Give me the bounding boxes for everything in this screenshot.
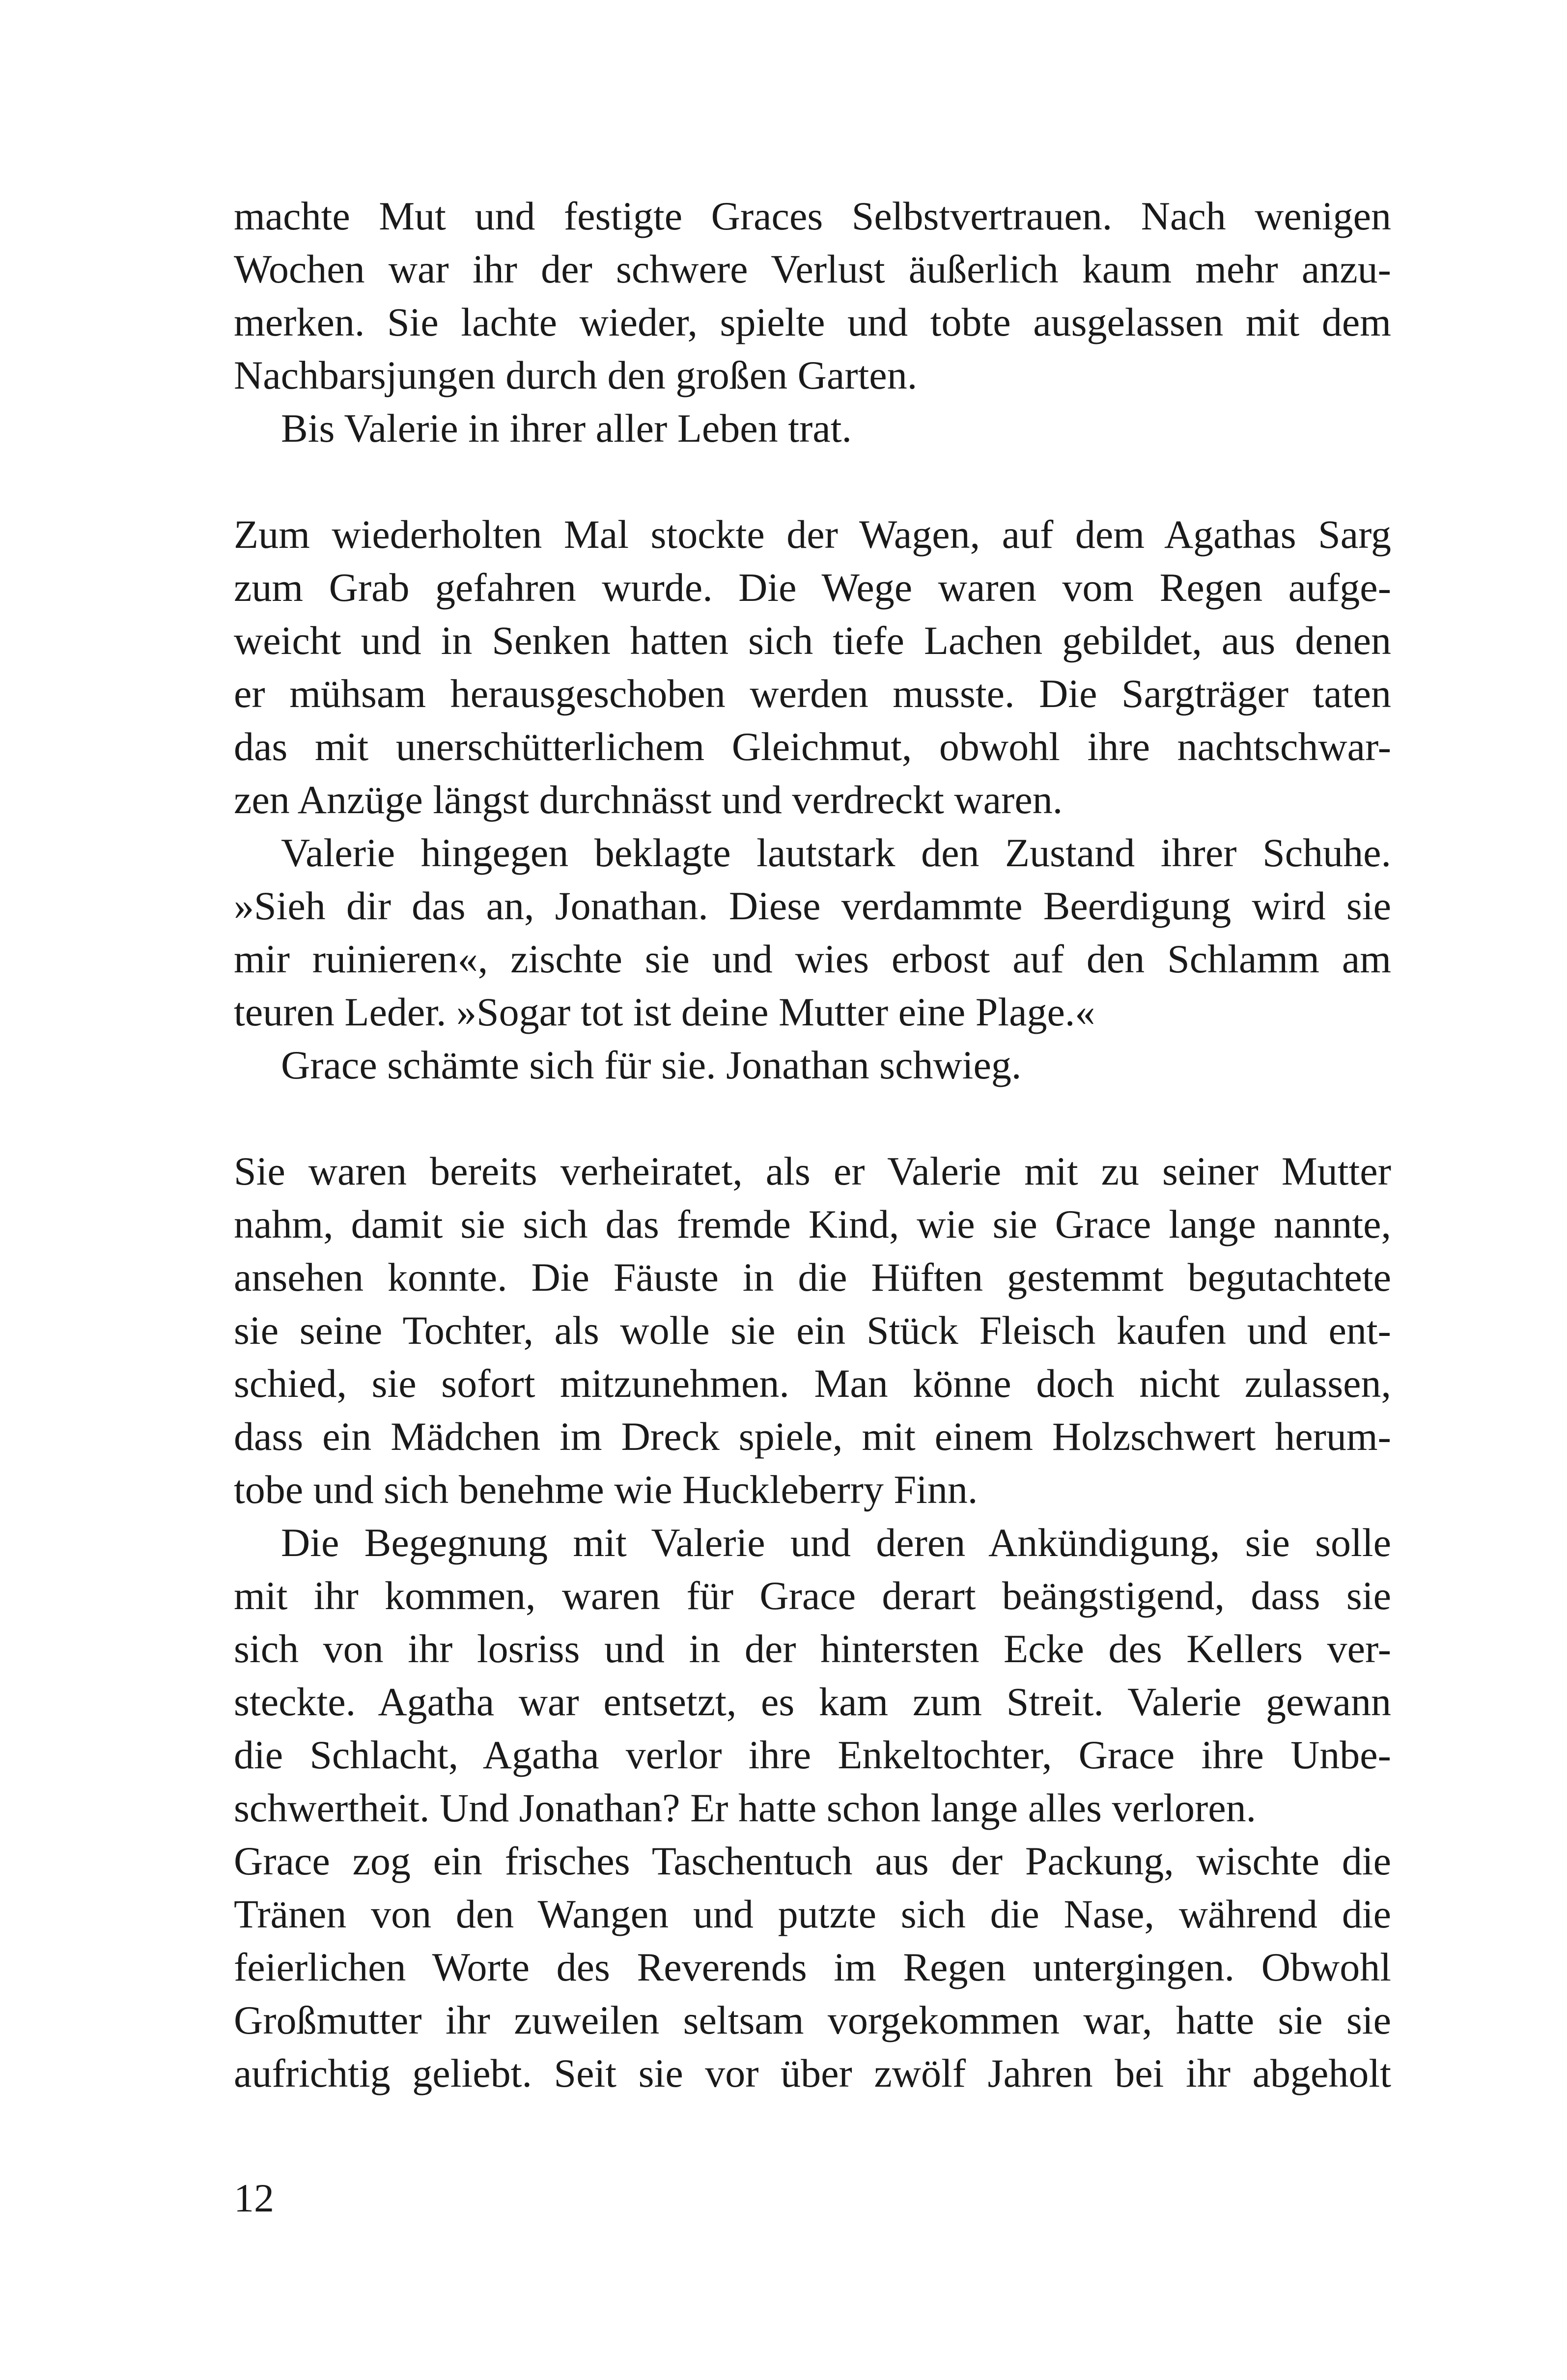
text-line: sich von ihr losriss und in der hintersten Ecke des Kellers ver- bbox=[234, 1626, 1391, 1671]
text-line: das mit unerschütterlichem Gleichmut, obwohl ihre nachtschwar- bbox=[234, 724, 1391, 769]
paragraph bbox=[234, 1145, 1391, 1516]
text-line: machte Mut und festigte Graces Selbstvertrauen. Nach wenigen bbox=[234, 194, 1391, 238]
text-line: aufrichtig geliebt. Seit sie vor über zwölf Jahren bei ihr abgeholt bbox=[234, 2051, 1391, 2096]
paragraph bbox=[234, 1039, 1391, 1092]
paragraph bbox=[234, 190, 1391, 402]
text-line: zum Grab gefahren wurde. Die Wege waren vom Regen aufge- bbox=[234, 565, 1391, 610]
text-line: zen Anzüge längst durchnässt und verdreckt waren. bbox=[234, 777, 1063, 822]
paragraph bbox=[234, 402, 1391, 455]
text-line: schwertheit. Und Jonathan? Er hatte schon lange alles verloren. bbox=[234, 1785, 1257, 1830]
text-line: schied, sie sofort mitzunehmen. Man könne doch nicht zulassen, bbox=[234, 1361, 1391, 1406]
text-line: weicht und in Senken hatten sich tiefe Lachen gebildet, aus denen bbox=[234, 618, 1391, 663]
text-line: ansehen konnte. Die Fäuste in die Hüften gestemmt begutachtete bbox=[234, 1255, 1391, 1300]
text-line: Grace schämte sich für sie. Jonathan schwieg. bbox=[281, 1043, 1022, 1087]
text-line: nahm, damit sie sich das fremde Kind, wie sie Grace lange nannte, bbox=[234, 1202, 1391, 1247]
paragraph bbox=[234, 826, 1391, 1039]
paragraph bbox=[234, 1835, 1391, 2100]
text-line: die Schlacht, Agatha verlor ihre Enkeltochter, Grace ihre Unbe- bbox=[234, 1732, 1391, 1777]
text-line: Wochen war ihr der schwere Verlust äußerlich kaum mehr anzu- bbox=[234, 247, 1391, 291]
text-line: mit ihr kommen, waren für Grace derart beängstigend, dass sie bbox=[234, 1573, 1391, 1618]
text-line: Großmutter ihr zuweilen seltsam vorgekommen war, hatte sie sie bbox=[234, 1998, 1391, 2042]
page-number: 12 bbox=[234, 2176, 274, 2220]
text-line: dass ein Mädchen im Dreck spiele, mit einem Holzschwert herum- bbox=[234, 1414, 1391, 1459]
text-line: Valerie hingegen beklagte lautstark den Zustand ihrer Schuhe. bbox=[281, 830, 1391, 875]
text-line: mir ruinieren«, zischte sie und wies erbost auf den Schlamm am bbox=[234, 936, 1391, 981]
text-line: Nachbarsjungen durch den großen Garten. bbox=[234, 353, 918, 397]
text-line: Zum wiederholten Mal stockte der Wagen, auf dem Agathas Sarg bbox=[234, 512, 1391, 557]
text-line: teuren Leder. »Sogar tot ist deine Mutter eine Plage.« bbox=[234, 990, 1095, 1034]
text-line: »Sieh dir das an, Jonathan. Diese verdammte Beerdigung wird sie bbox=[234, 883, 1391, 928]
text-line: steckte. Agatha war entsetzt, es kam zum Streit. Valerie gewann bbox=[234, 1679, 1391, 1724]
text-line: er mühsam herausgeschoben werden musste. Die Sargträger taten bbox=[234, 671, 1391, 716]
paragraph bbox=[234, 1516, 1391, 1835]
text-line: Bis Valerie in ihrer aller Leben trat. bbox=[281, 406, 852, 451]
text-line: tobe und sich benehme wie Huckleberry Finn. bbox=[234, 1467, 978, 1512]
text-line: merken. Sie lachte wieder, spielte und tobte ausgelassen mit dem bbox=[234, 300, 1391, 344]
text-line: Die Begegnung mit Valerie und deren Ankündigung, sie solle bbox=[281, 1520, 1391, 1565]
text-line: feierlichen Worte des Reverends im Regen untergingen. Obwohl bbox=[234, 1945, 1391, 1989]
text-line: Tränen von den Wangen und putzte sich die Nase, während die bbox=[234, 1892, 1391, 1936]
text-line: sie seine Tochter, als wolle sie ein Stück Fleisch kaufen und ent- bbox=[234, 1308, 1391, 1353]
text-line: Sie waren bereits verheiratet, als er Valerie mit zu seiner Mutter bbox=[234, 1149, 1391, 1193]
text-line: Grace zog ein frisches Taschentuch aus der Packung, wischte die bbox=[234, 1839, 1391, 1883]
paragraph bbox=[234, 508, 1391, 826]
